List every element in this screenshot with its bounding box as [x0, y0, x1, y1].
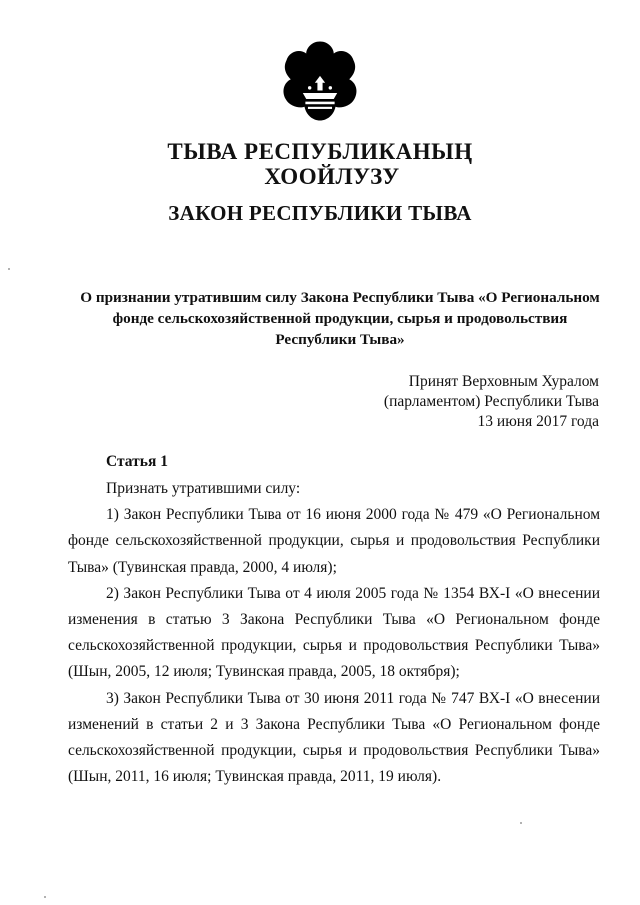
item-line: изменений в статьи 2 и 3 Закона Республики Тыва «О Региональном фонде [68, 715, 600, 733]
adoption-line: (парламентом) Республики Тыва [383, 393, 599, 410]
scan-speck [44, 896, 46, 898]
title-line: О признании утратившим силу Закона Республики Тыва «О Региональном [80, 289, 600, 306]
adoption-note [384, 372, 599, 432]
title-line: фонде сельскохозяйственной продукции, сырья и продовольствия [112, 310, 568, 327]
tuva-emblem-icon [277, 38, 363, 124]
title-line: Республики Тыва» [275, 331, 405, 348]
article-intro: Признать утратившими силу: [106, 480, 301, 497]
header-law-word: ХООЙЛУЗУ [264, 164, 400, 189]
item-line: фонде сельскохозяйственной продукции, сырья и продовольствия Республики [68, 532, 600, 550]
item-line: 3) Закон Республики Тыва от 30 июня 2011 года № 747 ВХ-I «О внесении [106, 689, 600, 707]
adoption-date: 13 июня 2017 года [477, 413, 599, 430]
header-law-title: ЗАКОН РЕСПУБЛИКИ ТЫВА [168, 201, 472, 225]
item-line: сельскохозяйственной продукции, сырья и продовольствия Республики Тыва» [68, 742, 600, 760]
item-line: 2) Закон Республики Тыва от 4 июля 2005 года № 1354 ВХ-I «О внесении [106, 584, 600, 602]
document-title [70, 287, 610, 350]
item-line: сельскохозяйственной продукции, сырья и продовольствия Республики Тыва» [68, 637, 600, 655]
item-line: (Шын, 2005, 12 июля; Тувинская правда, 2005, 18 октября); [68, 663, 460, 681]
article-body [68, 476, 600, 790]
item-line: Тыва» (Тувинская правда, 2000, 4 июля); [68, 558, 337, 576]
article-heading: Статья 1 [106, 453, 168, 470]
scan-speck [520, 822, 522, 824]
header-republic-name: ТЫВА РЕСПУБЛИКАНЫҢ [167, 139, 473, 164]
scan-speck [8, 268, 10, 270]
item-line: изменения в статью 3 Закона Республики Тыва «О Региональном фонде [68, 611, 600, 629]
item-line: 1) Закон Республики Тыва от 16 июня 2000 года № 479 «О Региональном [106, 506, 600, 524]
adoption-line: Принят Верховным Хуралом [408, 373, 599, 390]
item-line: (Шын, 2011, 16 июля; Тувинская правда, 2011, 19 июля). [68, 768, 442, 786]
